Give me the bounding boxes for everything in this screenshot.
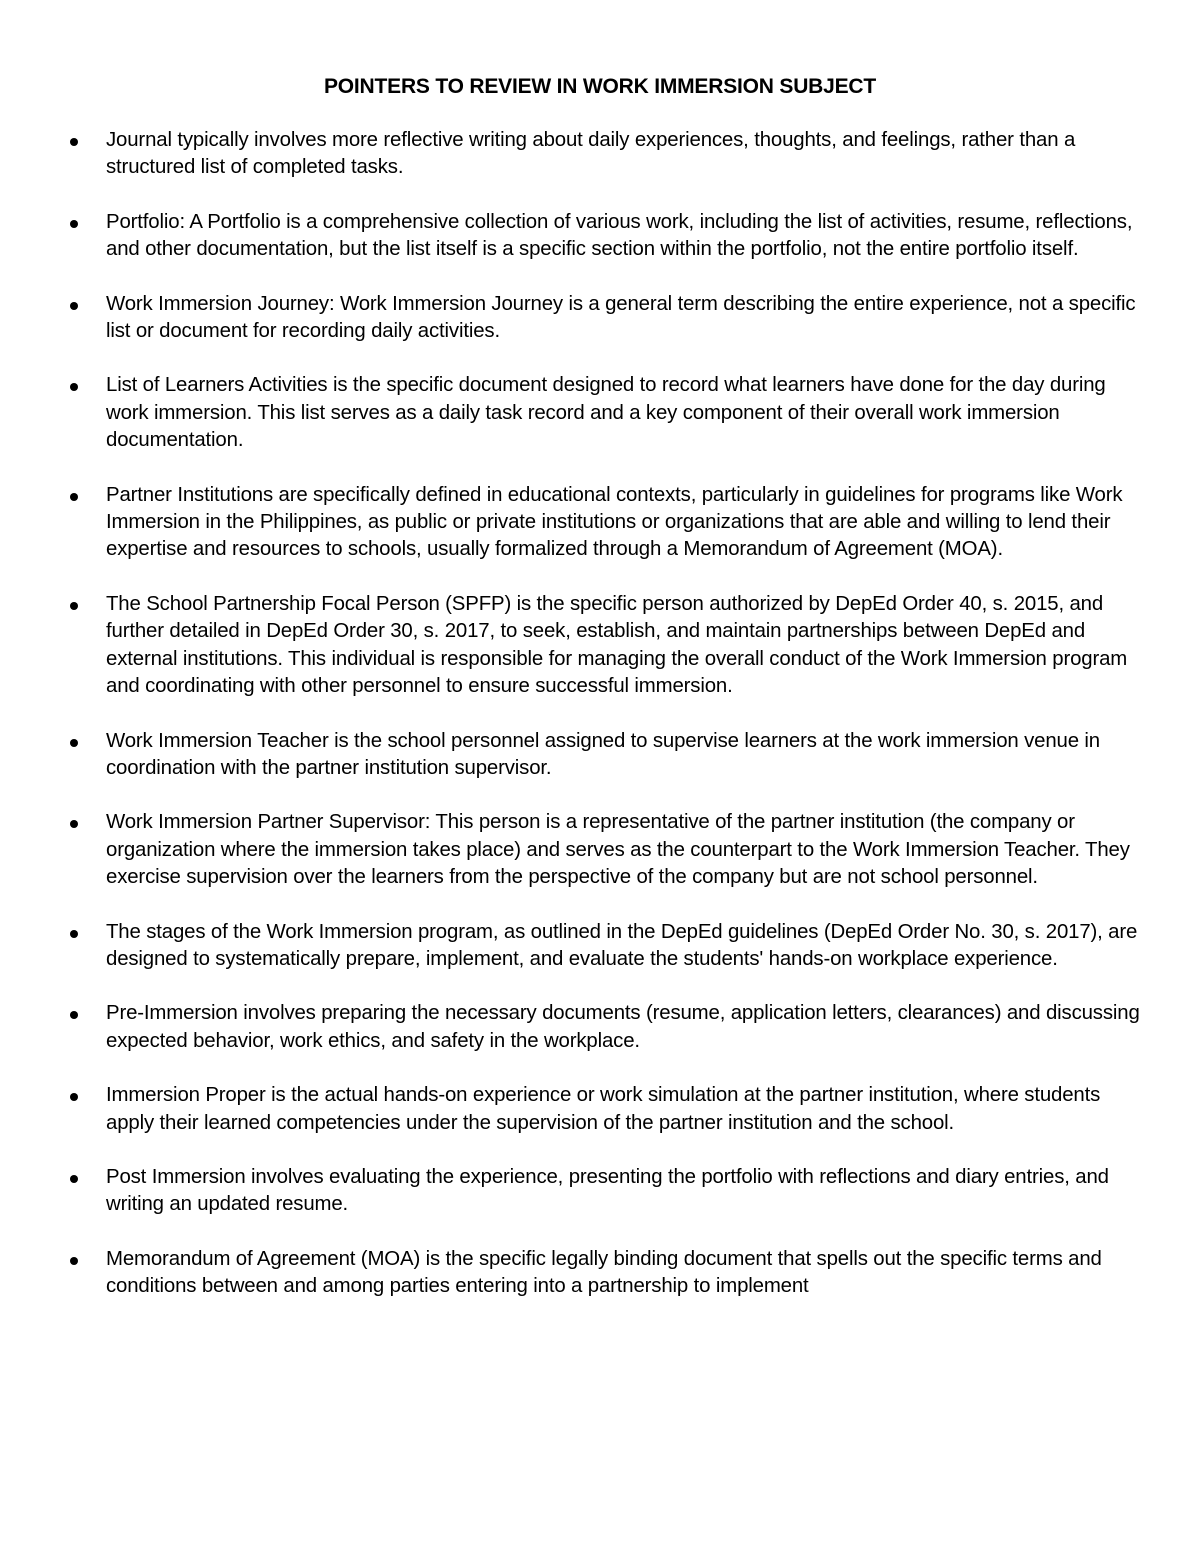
bullet-icon xyxy=(70,820,78,828)
list-item-text: Work Immersion Journey: Work Immersion Journey is a general term describing the entire experience, not a specific list or document for recording daily activities. xyxy=(106,292,1136,343)
list-item-text: Partner Institutions are specifically defined in educational contexts, particularly in guidelines for programs like Work Immersion in the Philippines, as public or private institutions or organizations that are able and willing to lend their expertise and resources to schools, usually formalized through a Memorandum of Agreement (MOA). xyxy=(106,483,1123,561)
list-item xyxy=(0,809,1200,891)
document-title: POINTERS TO REVIEW IN WORK IMMERSION SUBJECT xyxy=(323,75,877,98)
bullet-icon xyxy=(70,602,78,610)
list-item-text: Memorandum of Agreement (MOA) is the specific legally binding document that spells out the specific terms and conditions between and among parties entering into a partnership to implement xyxy=(106,1247,1102,1298)
list-item xyxy=(0,1246,1200,1301)
bullet-icon xyxy=(70,383,78,391)
bullet-icon xyxy=(70,930,78,938)
list-item-text: Post Immersion involves evaluating the experience, presenting the portfolio with reflections and diary entries, and writing an updated resume. xyxy=(106,1165,1109,1216)
bullet-icon xyxy=(70,1257,78,1265)
list-item xyxy=(0,1164,1200,1219)
list-item-text: The stages of the Work Immersion program, as outlined in the DepEd guidelines (DepEd Order No. 30, s. 2017), are designed to systematically prepare, implement, and evaluate the students' hands-on workplace experience. xyxy=(106,920,1138,970)
list-item xyxy=(0,591,1200,701)
list-item xyxy=(0,127,1200,182)
list-item xyxy=(0,291,1200,346)
list-item xyxy=(0,209,1200,264)
list-item-text: List of Learners Activities is the specific document designed to record what learners have done for the day during work immersion. This list serves as a daily task record and a key component of their overall work immersion documentation. xyxy=(106,374,1106,452)
list-item-text: Immersion Proper is the actual hands-on experience or work simulation at the partner institution, where students apply their learned competencies under the supervision of the partner institution and the school. xyxy=(106,1084,1101,1134)
list-item-text: Journal typically involves more reflective writing about daily experiences, thoughts, and feelings, rather than a structured list of completed tasks. xyxy=(106,129,1076,179)
list-item-text: Pre-Immersion involves preparing the necessary documents (resume, application letters, clearances) and discussing expected behavior, work ethics, and safety in the workplace. xyxy=(106,1002,1140,1052)
bullet-icon xyxy=(70,302,78,310)
bullet-icon xyxy=(70,220,78,228)
list-item xyxy=(0,919,1200,974)
bullet-icon xyxy=(70,493,78,501)
bullet-icon xyxy=(70,138,78,146)
list-item xyxy=(0,482,1200,564)
list-item xyxy=(0,372,1200,454)
list-item-text: The School Partnership Focal Person (SPFP) is the specific person authorized by DepEd Order 40, s. 2015, and further detailed in DepEd Order 30, s. 2017, to seek, establish, and maintain partnerships between DepEd and external institutions. This individual is responsible for managing the overall conduct of the Work Immersion program and coordinating with other personnel to ensure successful immersion. xyxy=(106,592,1128,698)
list-item-text: Portfolio: A Portfolio is a comprehensive collection of various work, including the list of activities, resume, reflections, and other documentation, but the list itself is a specific section within the portfolio, not the entire portfolio itself. xyxy=(106,210,1133,261)
pointers-list xyxy=(0,127,1200,1328)
bullet-icon xyxy=(70,1175,78,1183)
list-item xyxy=(0,1000,1200,1055)
bullet-icon xyxy=(70,739,78,747)
bullet-icon xyxy=(70,1093,78,1101)
list-item-text: Work Immersion Partner Supervisor: This person is a representative of the partner institution (the company or organization where the immersion takes place) and serves as the counterpart to the Work Immersion Teacher. They exercise supervision over the learners from the perspective of the company but are not school personnel. xyxy=(106,811,1130,889)
list-item xyxy=(0,728,1200,783)
list-item-text: Work Immersion Teacher is the school personnel assigned to supervise learners at the work immersion venue in coordination with the partner institution supervisor. xyxy=(106,729,1100,779)
bullet-icon xyxy=(70,1011,78,1019)
list-item xyxy=(0,1082,1200,1137)
